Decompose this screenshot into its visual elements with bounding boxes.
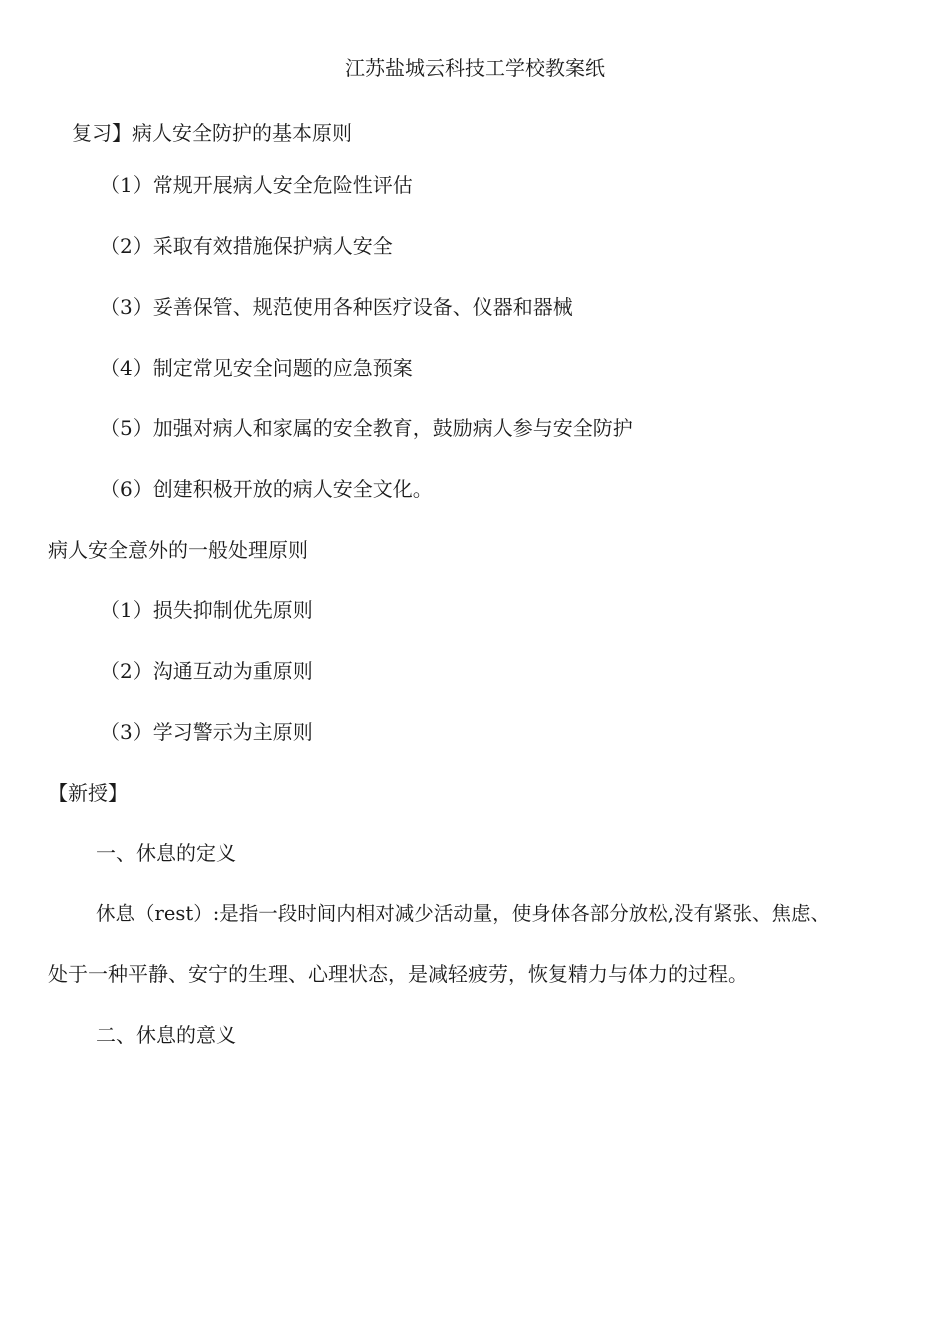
section-1-title: 一、休息的定义 [96,841,236,865]
review-item-2: （2）采取有效措施保护病人安全 [100,234,393,258]
school-title: 江苏盐城云科技工学校教案纸 [345,56,605,80]
review-item-6: （6）创建积极开放的病人安全文化。 [100,477,433,501]
review-item-1: （1）常规开展病人安全危险性评估 [100,173,413,197]
review-item-4: （4）制定常见安全问题的应急预案 [100,356,413,380]
review-heading: 复习】病人安全防护的基本原则 [72,121,352,145]
section-2-title: 二、休息的意义 [96,1023,236,1047]
accident-item-1: （1）损失抑制优先原则 [100,598,313,622]
accident-item-2: （2）沟通互动为重原则 [100,659,313,683]
definition-line-2: 处于一种平静、安宁的生理、心理状态，是减轻疲劳，恢复精力与体力的过程。 [48,962,748,986]
review-item-5: （5）加强对病人和家属的安全教育，鼓励病人参与安全防护 [100,416,633,440]
review-item-3: （3）妥善保管、规范使用各种医疗设备、仪器和器械 [100,295,573,319]
accident-heading: 病人安全意外的一般处理原则 [48,538,308,562]
accident-item-3: （3）学习警示为主原则 [100,720,313,744]
new-lesson-heading: 【新授】 [48,781,128,805]
definition-line-1: 休息（rest）:是指一段时间内相对减少活动量，使身体各部分放松,没有紧张、焦虑、 [96,902,830,925]
